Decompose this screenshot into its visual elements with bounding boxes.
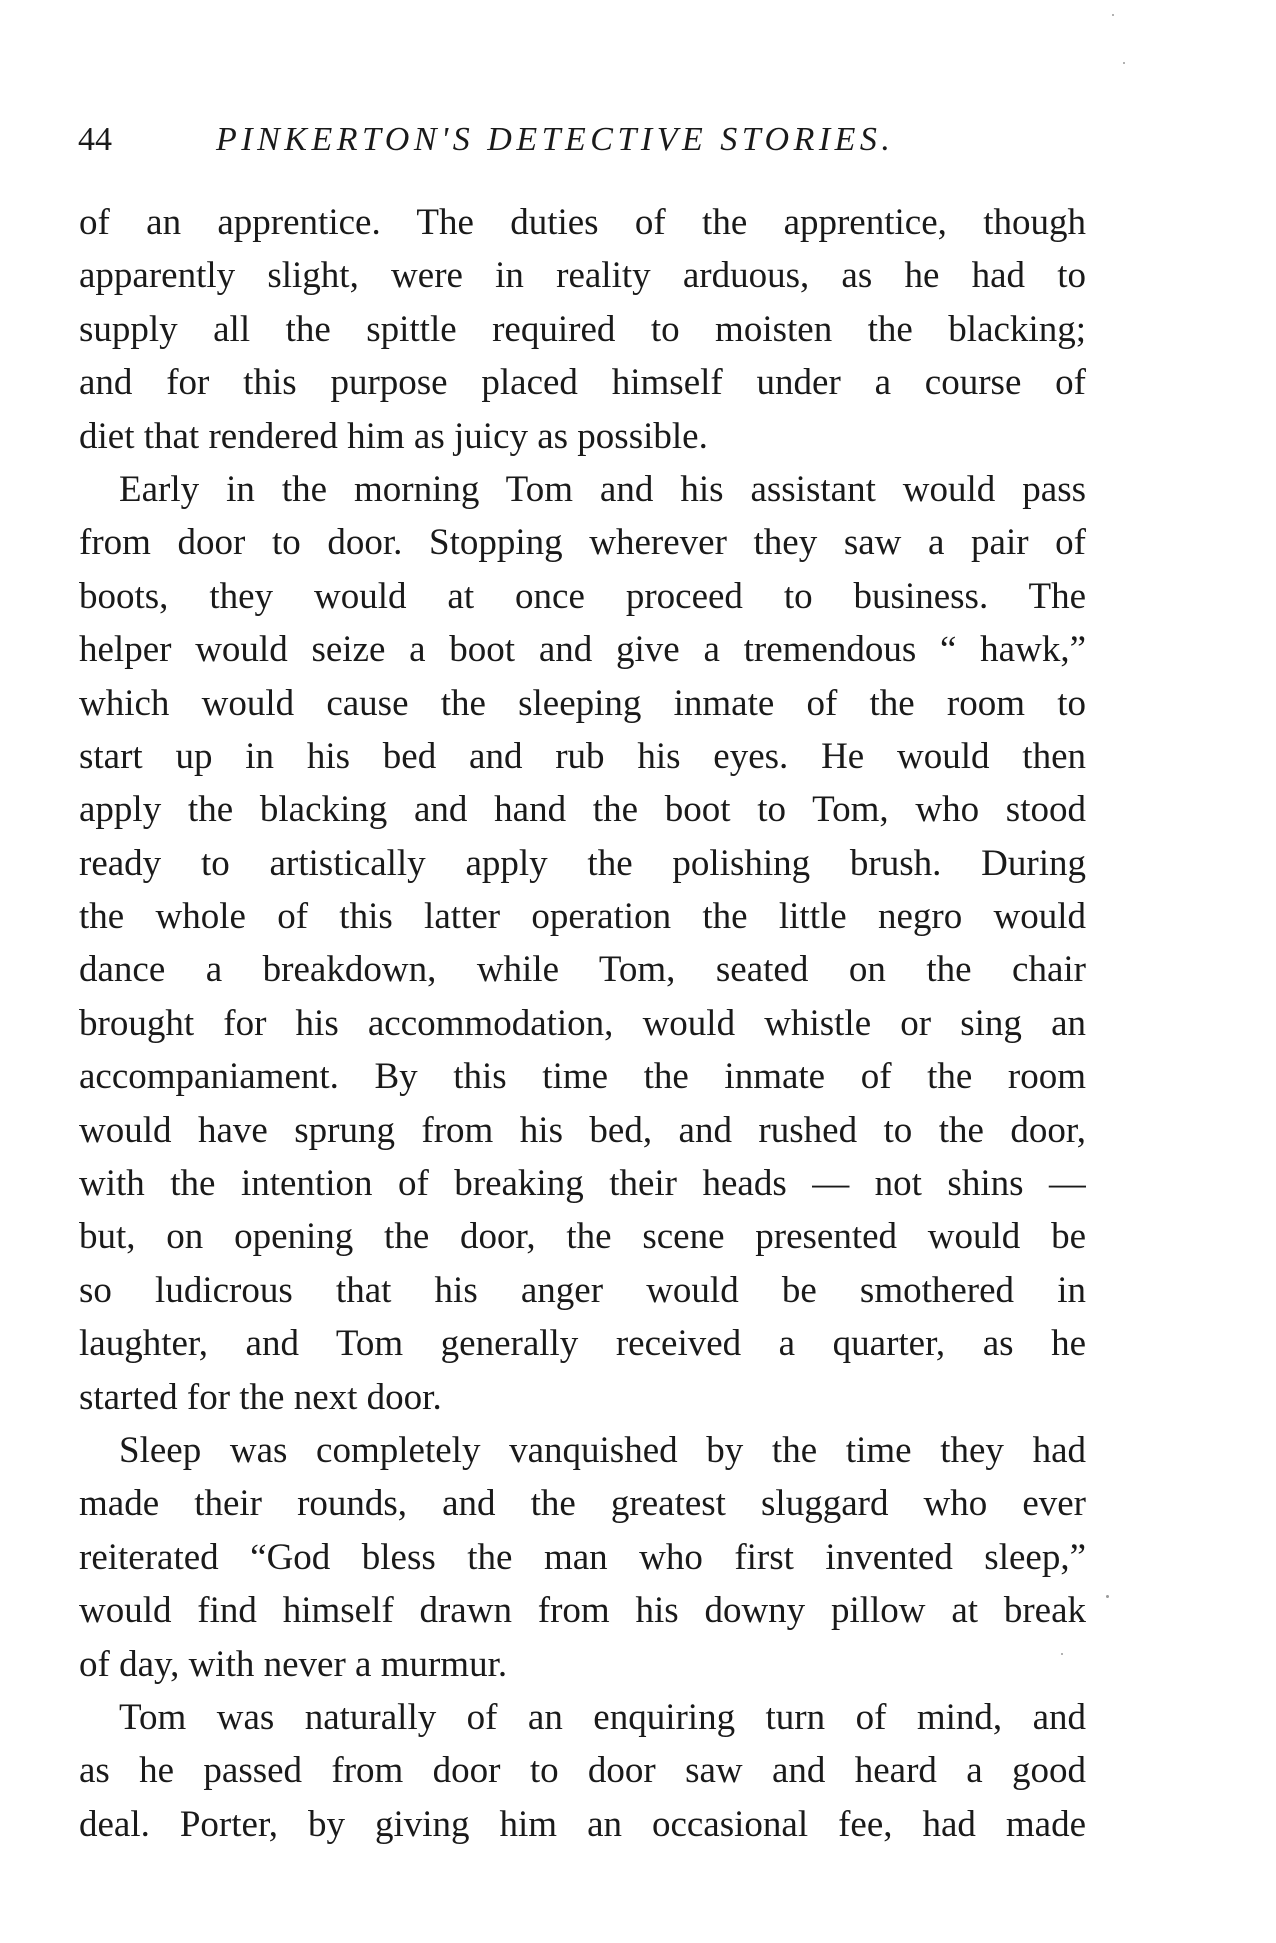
text-line: dance a breakdown, while Tom, seated on the chair: [79, 949, 1086, 991]
text-line: start up in his bed and rub his eyes. He would then: [79, 735, 1086, 777]
text-line: started for the next door.: [79, 1376, 442, 1418]
text-line: diet that rendered him as juicy as possible.: [79, 415, 708, 457]
text-line: accompaniament. By this time the inmate of the room: [79, 1056, 1086, 1098]
body-text: [79, 196, 1086, 1851]
text-line: which would cause the sleeping inmate of the room to: [79, 682, 1086, 724]
text-line: supply all the spittle required to moisten the blacking;: [79, 308, 1086, 350]
text-line: boots, they would at once proceed to business. The: [79, 575, 1086, 617]
text-line: laughter, and Tom generally received a quarter, as he: [79, 1323, 1086, 1365]
text-line: apply the blacking and hand the boot to Tom, who stood: [79, 789, 1086, 831]
page-number: 44: [78, 121, 112, 158]
scan-speck: [1061, 1653, 1063, 1655]
scan-speck: [1123, 62, 1125, 64]
text-line: the whole of this latter operation the little negro would: [79, 896, 1086, 938]
text-line: and for this purpose placed himself under a course of: [79, 362, 1086, 404]
text-line: so ludicrous that his anger would be smothered in: [79, 1269, 1086, 1311]
text-line: with the intention of breaking their heads — not shins —: [79, 1163, 1086, 1205]
running-head: [78, 118, 1088, 162]
text-line: from door to door. Stopping wherever they saw a pair of: [79, 522, 1086, 564]
text-line: Early in the morning Tom and his assistant would pass: [119, 468, 1086, 510]
text-line: but, on opening the door, the scene presented would be: [79, 1216, 1086, 1258]
text-line: reiterated “God bless the man who first invented sleep,”: [79, 1536, 1086, 1578]
text-line: of an apprentice. The duties of the apprentice, though: [79, 202, 1086, 243]
scan-speck: [1106, 1595, 1109, 1598]
text-line: as he passed from door to door saw and heard a good: [79, 1750, 1086, 1792]
text-line: made their rounds, and the greatest sluggard who ever: [79, 1483, 1086, 1525]
running-title: PINKERTON'S DETECTIVE STORIES.: [216, 121, 895, 158]
text-line: would have sprung from his bed, and rushed to the door,: [79, 1109, 1086, 1151]
text-line: brought for his accommodation, would whistle or sing an: [79, 1002, 1086, 1044]
text-line: Tom was naturally of an enquiring turn of mind, and: [119, 1696, 1086, 1738]
text-line: Sleep was completely vanquished by the time they had: [119, 1429, 1086, 1471]
text-line: helper would seize a boot and give a tremendous “ hawk,”: [79, 629, 1086, 671]
text-line: deal. Porter, by giving him an occasional fee, had made: [79, 1803, 1086, 1845]
text-line: apparently slight, were in reality arduous, as he had to: [79, 255, 1086, 297]
text-line: ready to artistically apply the polishing brush. During: [79, 842, 1086, 884]
text-line: of day, with never a murmur.: [79, 1643, 508, 1685]
text-line: would find himself drawn from his downy pillow at break: [79, 1590, 1086, 1632]
scan-speck: [1112, 14, 1114, 16]
